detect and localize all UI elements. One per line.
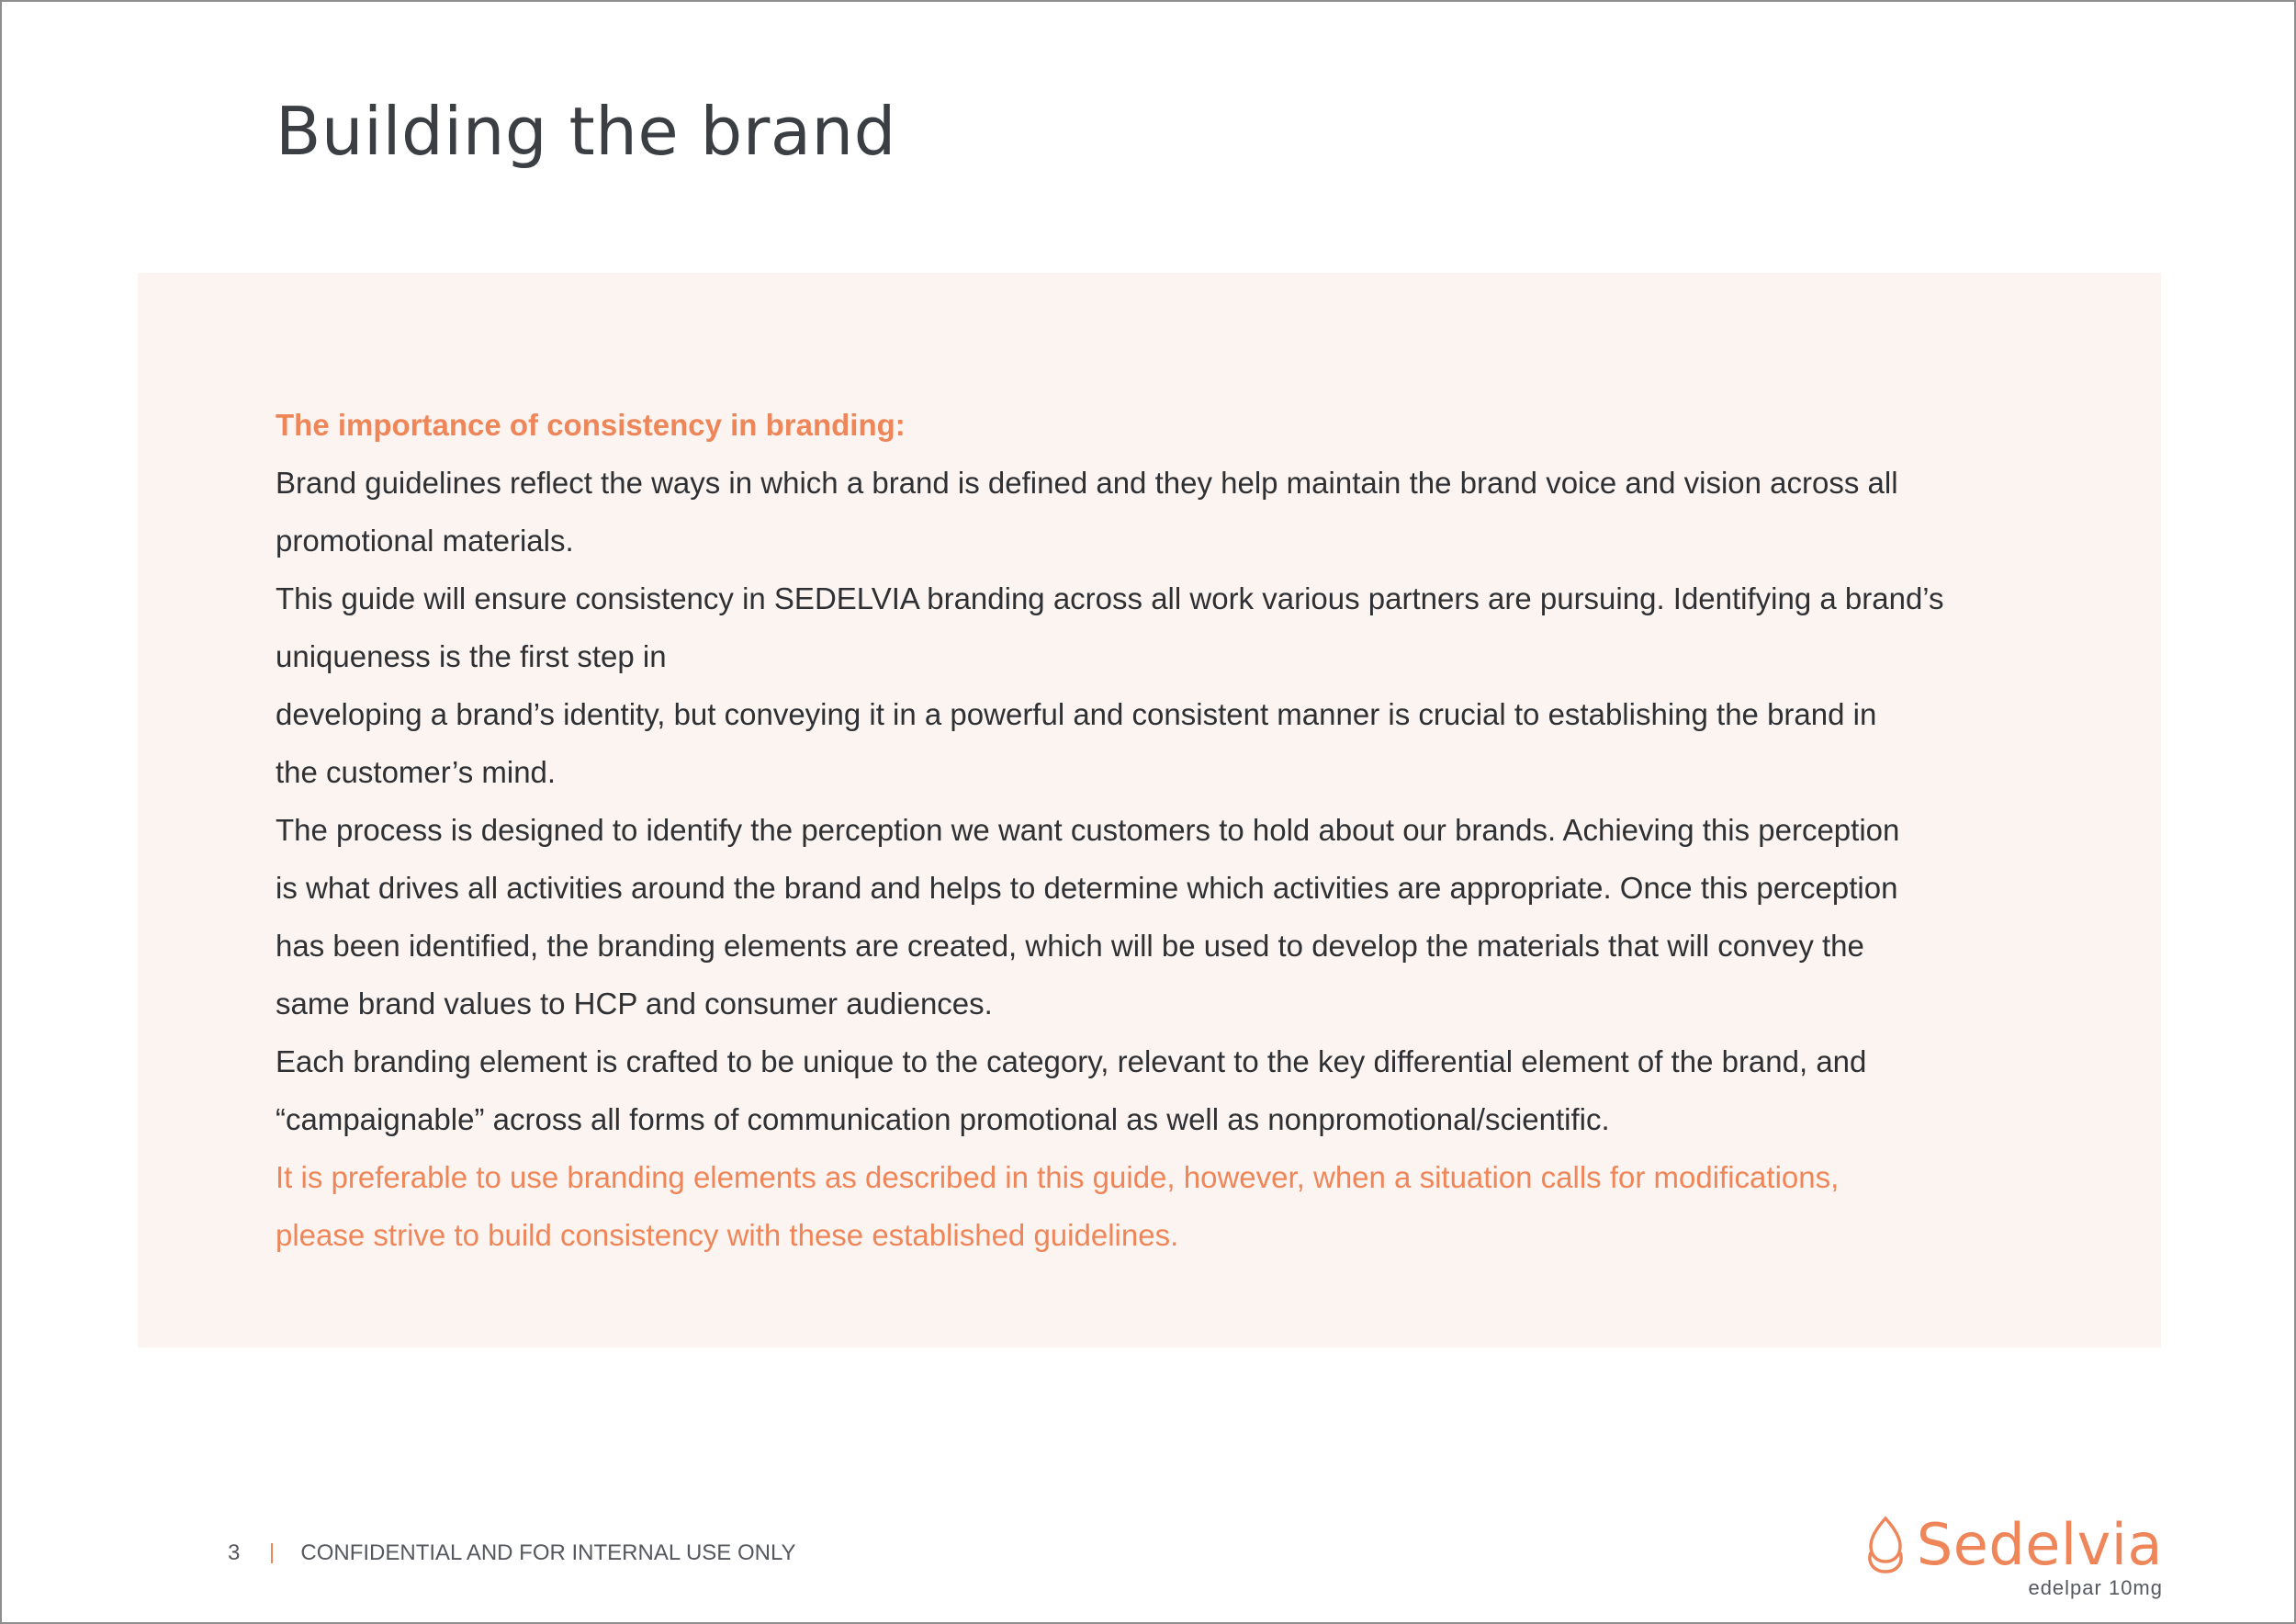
body-line: Each branding element is crafted to be unique to the category, relevant to the key differential element of the brand, and	[276, 1044, 1867, 1078]
body-line: the customer’s mind.	[276, 755, 557, 789]
page-number: 3	[228, 1540, 241, 1565]
body-line: developing a brand’s identity, but conveying it in a powerful and consistent manner is crucial to establishing the brand in	[276, 697, 1877, 731]
body-line: is what drives all activities around the brand and helps to determine which activities are appropriate. Once this perception	[276, 871, 1898, 905]
page-title: Building the brand	[276, 93, 896, 170]
footer	[228, 1540, 796, 1566]
body-line: uniqueness is the first step in	[276, 639, 667, 673]
panel-text	[276, 396, 2039, 1264]
body-line: The process is designed to identify the perception we want customers to hold about our brands. Achieving this perception	[276, 813, 1900, 847]
logo-wordmark: Sedelvia	[1916, 1511, 2163, 1578]
logo-row	[1865, 1511, 2163, 1578]
note-line: It is preferable to use branding elements as described in this guide, however, when a situation calls for modifications,	[276, 1160, 1840, 1194]
body-line: “campaignable” across all forms of communication promotional as well as nonpromotional/scientific.	[276, 1102, 1610, 1136]
body-line: Brand guidelines reflect the ways in which a brand is defined and they help maintain the brand voice and vision across all	[276, 466, 1898, 500]
content-panel	[138, 273, 2161, 1348]
body-line: This guide will ensure consistency in SEDELVIA branding across all work various partners are pursuing. Identifying a brand’s	[276, 581, 1944, 615]
body-line: promotional materials.	[276, 524, 574, 558]
leaf-drop-icon	[1865, 1516, 1906, 1574]
body-line: has been identified, the branding elements are created, which will be used to develop the materials that will convey the	[276, 929, 1864, 963]
confidential-notice: CONFIDENTIAL AND FOR INTERNAL USE ONLY	[300, 1540, 796, 1565]
footer-divider	[271, 1543, 273, 1563]
section-heading: The importance of consistency in branding:	[276, 408, 906, 442]
body-line: same brand values to HCP and consumer audiences.	[276, 987, 993, 1021]
brand-logo	[1865, 1511, 2163, 1600]
logo-subtitle: edelpar 10mg	[2028, 1576, 2163, 1599]
note-line: please strive to build consistency with these established guidelines.	[276, 1218, 1179, 1252]
